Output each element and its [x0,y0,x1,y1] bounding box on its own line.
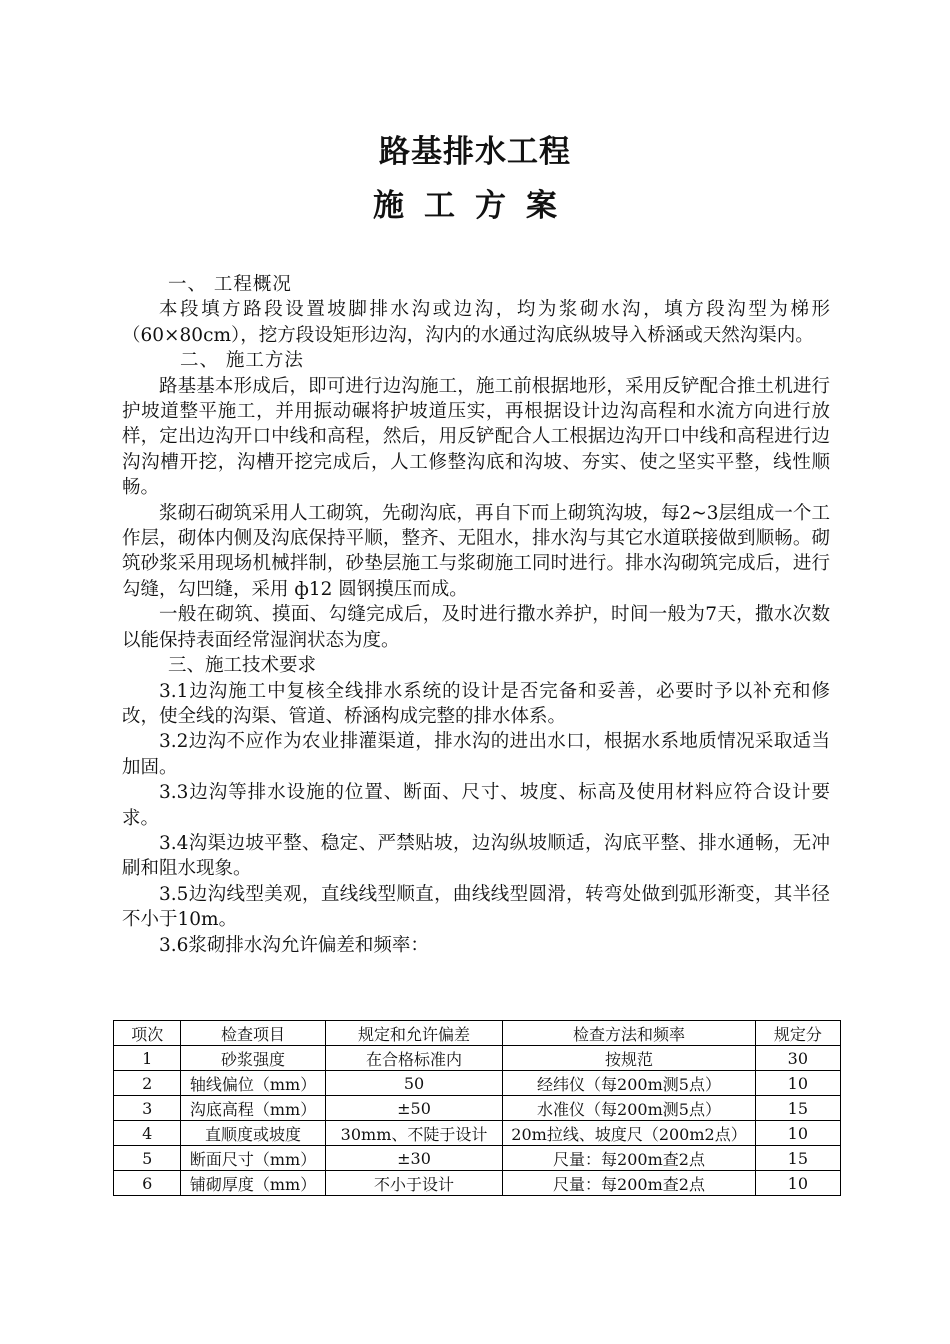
table-header: 规定分 [755,1021,840,1046]
table-cell: 3 [114,1096,181,1121]
table-cell: 20m拉线、坡度尺（200m2点） [503,1121,755,1146]
table-cell: 在合格标准内 [325,1046,503,1071]
table-cell: 6 [114,1171,181,1196]
table-cell: 尺量：每200m查2点 [503,1171,755,1196]
paragraph: 浆砌石砌筑采用人工砌筑，先砌沟底，再自下而上砌筑沟坡，每2~3层组成一个工作层，砌体内侧及沟底保持平顺，整齐、无阻水，排水沟与其它水道联接做到顺畅。砌筑砂浆采用现场机械拌制，砂垫层施工与浆砌施工同时进行。排水沟砌筑完成后，进行勾缝，勾凹缝，采用 ф12 圆钢摸压而成。 [122,502,830,600]
table-cell: 沟底高程（mm） [181,1096,325,1121]
table-header: 检查项目 [181,1021,325,1046]
requirement-item: 3.2边沟不应作为农业排灌渠道，排水沟的进出水口，根据水系地质情况采取适当加固。 [122,731,830,778]
paragraph: 路基基本形成后，即可进行边沟施工，施工前根据地形，采用反铲配合推土机进行护坡道整平施工，并用振动碾将护坡道压实，再根据设计边沟高程和水流方向进行放样，定出边沟开口中线和高程，然后，用反铲配合人工根据边沟开口中线和高程进行边沟沟槽开挖，沟槽开挖完成后，人工修整沟底和沟坡、夯实、使之坚实平整，线性顺畅。 [122,375,830,499]
table-cell: 10 [755,1071,840,1096]
requirement-item: 3.1边沟施工中复核全线排水系统的设计是否完备和妥善，必要时予以补充和修改，使全线的沟渠、管道、桥涵构成完整的排水体系。 [122,680,830,727]
table-cell: 水准仪（每200m测5点） [503,1096,755,1121]
table-header: 项次 [114,1021,181,1046]
document-subtitle: 施工方案 [373,188,577,224]
table-cell: 尺量：每200m查2点 [503,1146,755,1171]
table-cell: 砂浆强度 [181,1046,325,1071]
table-cell: 5 [114,1146,181,1171]
table-cell: 1 [114,1046,181,1071]
document-title: 路基排水工程 [379,134,571,170]
table-row [114,1096,841,1121]
paragraph: 本段填方路段设置坡脚排水沟或边沟，均为浆砌水沟，填方段沟型为梯形（60×80cm），挖方段设矩形边沟，沟内的水通过沟底纵坡导入桥涵或天然沟渠内。 [122,299,830,346]
table-cell: ±50 [325,1096,503,1121]
table-cell: 不小于设计 [325,1171,503,1196]
document-body [122,272,830,958]
requirement-item: 3.4沟渠边坡平整、稳定、严禁贴坡，边沟纵坡顺适，沟底平整、排水通畅，无冲刷和阻水现象。 [122,832,830,880]
table-cell: 铺砌厚度（mm） [181,1171,325,1196]
tolerance-table [113,1020,841,1196]
table-row [114,1046,841,1071]
table-cell: 30mm、不陡于设计 [325,1121,503,1146]
requirement-item: 3.3边沟等排水设施的位置、断面、尺寸、坡度、标高及使用材料应符合设计要求。 [122,782,830,829]
table-header: 检查方法和频率 [503,1021,755,1046]
table-cell: 经纬仪（每200m测5点） [503,1071,755,1096]
paragraph: 一般在砌筑、摸面、勾缝完成后，及时进行撒水养护，时间一般为7天，撒水次数以能保持表面经常湿润状态为度。 [122,604,830,651]
table-cell: 按规范 [503,1046,755,1071]
table-cell: 轴线偏位（mm） [181,1071,325,1096]
table-cell: 15 [755,1096,840,1121]
table-header-row [114,1021,841,1046]
table-row [114,1171,841,1196]
table-cell: 30 [755,1046,840,1071]
table-row [114,1121,841,1146]
table-cell: 50 [325,1071,503,1096]
table-cell: 直顺度或坡度 [181,1121,325,1146]
table-cell: 10 [755,1171,840,1196]
table-cell: 10 [755,1121,840,1146]
table-cell: 断面尺寸（mm） [181,1146,325,1171]
section-heading-3: 三、施工技术要求 [168,655,317,677]
table-row [114,1071,841,1096]
requirement-item: 3.6浆砌排水沟允许偏差和频率： [159,934,429,956]
table-cell: 2 [114,1071,181,1096]
table-cell: ±30 [325,1146,503,1171]
requirement-item: 3.5边沟线型美观，直线线型顺直，曲线线型圆滑，转弯处做到弧形渐变，其半径不小于10m。 [122,883,830,931]
table-row [114,1146,841,1171]
section-heading-1: 一、 工程概况 [168,274,292,295]
table-cell: 4 [114,1121,181,1146]
section-heading-2: 二、 施工方法 [180,350,304,372]
table-cell: 15 [755,1146,840,1171]
table-header: 规定和允许偏差 [325,1021,503,1046]
